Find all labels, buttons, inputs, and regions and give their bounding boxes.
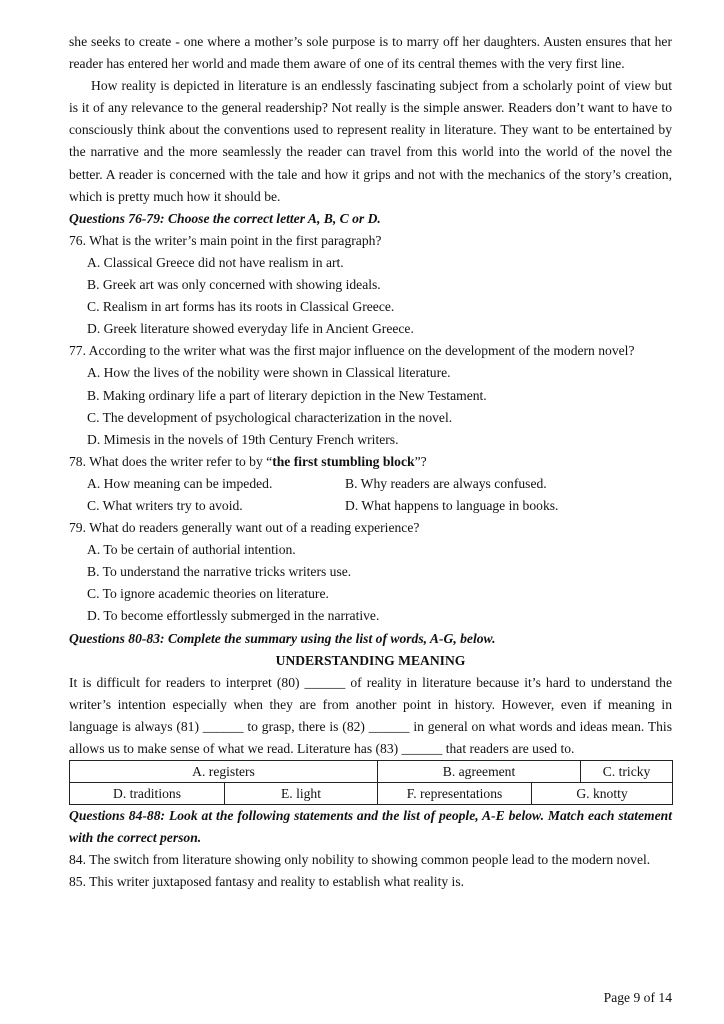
question-79-option-d: D. To become effortlessly submerged in the narrative. <box>87 608 380 624</box>
question-78-quoted-phrase: the first stumbling block <box>272 453 415 469</box>
word-option-a: A. registers <box>70 761 378 783</box>
question-78-stem-pre: 78. What does the writer refer to by “ <box>69 453 273 469</box>
question-78-option-d: D. What happens to language in books. <box>345 497 559 513</box>
word-list-table <box>69 760 673 805</box>
question-78-options-row-1 <box>69 473 672 495</box>
question-76-option-d: D. Greek literature showed everyday life in Ancient Greece. <box>87 321 414 337</box>
page-number: Page 9 of 14 <box>603 990 672 1005</box>
word-list-row-1 <box>70 761 673 783</box>
word-option-e: E. light <box>225 783 378 805</box>
section-heading-80-83: Questions 80-83: Complete the summary using the list of words, A-G, below. <box>69 630 496 646</box>
summary-text: It is difficult for readers to interpret (80) ______ of reality in literature because it’s hard to understand the writer’s intention especially when they are from another point in history. However, even if meaning in language is always (81) ______ to grasp, there is (82) ______ in general on what words and ideas mean. This allows us to make sense of what we read. Literature has (83) ______ that readers are used to. <box>69 674 672 756</box>
question-77-option-c: C. The development of psychological characterization in the novel. <box>87 409 453 425</box>
word-list-row-2 <box>70 783 673 805</box>
word-option-b: B. agreement <box>378 761 581 783</box>
question-78-option-a: A. How meaning can be impeded. <box>87 475 273 491</box>
word-option-c: C. tricky <box>581 761 673 783</box>
question-77-option-b: B. Making ordinary life a part of literary depiction in the New Testament. <box>87 387 487 403</box>
question-76-option-c: C. Realism in art forms has its roots in Classical Greece. <box>87 299 395 315</box>
word-option-f: F. representations <box>378 783 532 805</box>
question-76-option-a: A. Classical Greece did not have realism in art. <box>87 254 344 270</box>
section-heading-76-79: Questions 76-79: Choose the correct letter A, B, C or D. <box>69 210 381 226</box>
paragraph-continuation: she seeks to create - one where a mother’s sole purpose is to marry off her daughters. Austen ensures that her reader has entered her world and made them aware of one of its central themes with the very first line. <box>69 34 672 72</box>
question-78-stem <box>69 451 672 473</box>
summary-title: UNDERSTANDING MEANING <box>275 652 466 668</box>
question-76-option-b: B. Greek art was only concerned with showing ideals. <box>87 277 381 293</box>
paragraph-reality: How reality is depicted in literature is an endlessly fascinating subject from a scholarly point of view but is it of any relevance to the general readership? Not really is the simple answer. Readers don’t want to have to consciously think about the conventions used to represent reality in literature. They want to be entertained by the narrative and the more seamlessly the reader can travel from this world into the world of the novel the better. A reader is concerned with the tale and how it grips and not with the mechanics of the story’s creation, which is pretty much how it should be. <box>69 78 672 204</box>
question-78-option-c: C. What writers try to avoid. <box>87 497 243 513</box>
word-option-d: D. traditions <box>70 783 225 805</box>
question-79-option-b: B. To understand the narrative tricks writers use. <box>87 564 352 580</box>
question-79-option-a: A. To be certain of authorial intention. <box>87 542 296 558</box>
question-79-stem: 79. What do readers generally want out of a reading experience? <box>69 520 420 536</box>
section-heading-84-88: Questions 84-88: Look at the following statements and the list of people, A-E below. Match each statement with the correct person. <box>69 808 672 846</box>
question-78-option-b: B. Why readers are always confused. <box>345 475 547 491</box>
question-84: 84. The switch from literature showing only nobility to showing common people lead to the modern novel. <box>69 852 651 868</box>
document-page <box>69 31 672 893</box>
question-78-options-row-2 <box>69 495 672 517</box>
question-77-stem: 77. According to the writer what was the first major influence on the development of the modern novel? <box>69 343 635 359</box>
question-78-stem-post: ”? <box>414 453 427 469</box>
question-77-option-d: D. Mimesis in the novels of 19th Century French writers. <box>87 431 399 447</box>
question-76-stem: 76. What is the writer’s main point in the first paragraph? <box>69 232 382 248</box>
question-77-option-a: A. How the lives of the nobility were shown in Classical literature. <box>87 365 451 381</box>
question-79-option-c: C. To ignore academic theories on literature. <box>87 586 329 602</box>
question-85: 85. This writer juxtaposed fantasy and reality to establish what reality is. <box>69 874 465 890</box>
word-option-g: G. knotty <box>532 783 673 805</box>
